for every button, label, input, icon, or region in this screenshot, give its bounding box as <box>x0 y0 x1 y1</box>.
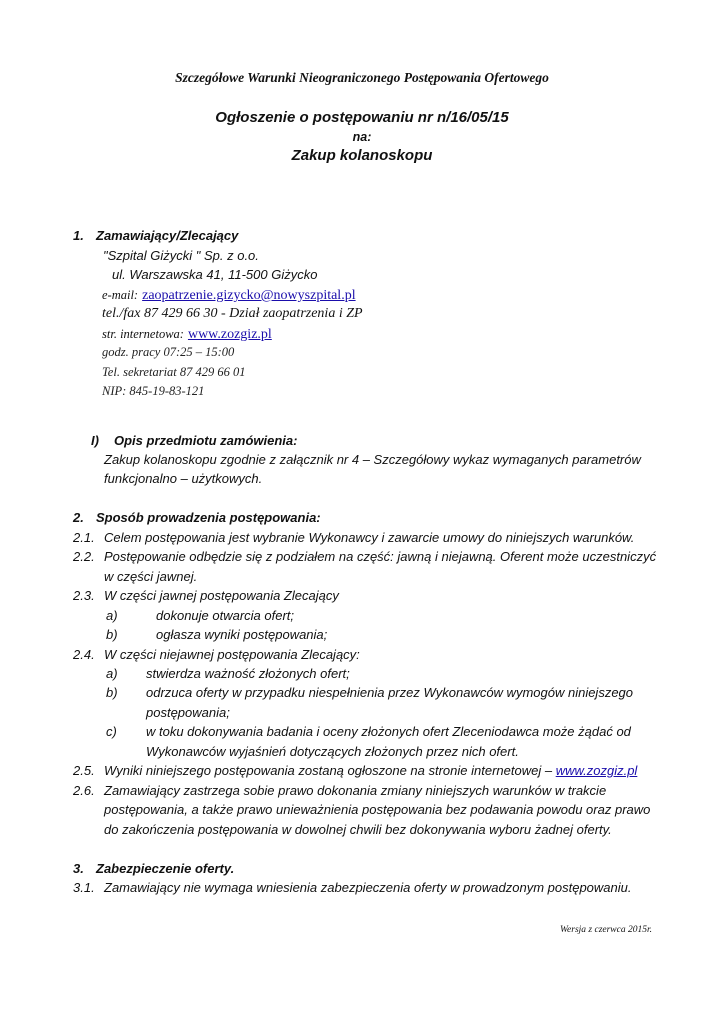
company-name: "Szpital Giżycki " Sp. z o.o. <box>103 248 259 263</box>
p24b-text-line2: postępowania; <box>146 705 230 720</box>
p26-number: 2.6. <box>73 783 95 798</box>
sectionI-line1: Zakup kolanoskopu zgodnie z załącznik nr 4 – Szczegółowy wykaz wymaganych parametrów <box>104 452 641 467</box>
p22-number: 2.2. <box>73 549 95 564</box>
p22-text-line1: Postępowanie odbędzie się z podziałem na część: jawną i niejawną. Oferent może uczestniczyć <box>104 549 657 564</box>
p26-text-line3: do zakończenia postępowania w dowolnej chwili bez dokonywania wyboru żadnej oferty. <box>104 822 612 837</box>
p23a-label: a) <box>106 608 118 623</box>
p26-text-line1: Zamawiający zastrzega sobie prawo dokonania zmiany niniejszych warunków w trakcie <box>104 783 607 798</box>
announcement-title <box>0 109 724 126</box>
announcement-number: n/16/05/15 <box>436 109 509 126</box>
p25-text-body: Wyniki niniejszego postępowania zostaną ogłoszone na stronie internetowej – <box>104 763 553 778</box>
p24a-text: stwierdza ważność złożonych ofert; <box>146 666 350 681</box>
office-hours: godz. pracy 07:25 – 15:00 <box>102 345 235 359</box>
website-link[interactable]: www.zozgiz.pl <box>187 327 272 342</box>
p23a-text: dokonuje otwarcia ofert; <box>156 608 295 623</box>
sectionI-line2: funkcjonalno – użytkowych. <box>104 471 263 486</box>
p23-number: 2.3. <box>73 588 95 603</box>
p24c-label: c) <box>106 724 117 739</box>
announcement-na: na: <box>352 130 372 144</box>
p23b-text: ogłasza wyniki postępowania; <box>156 627 328 642</box>
announcement-label: Ogłoszenie o postępowaniu nr <box>215 109 433 126</box>
p26-text-line2: postępowania, a także prawo unieważnienia postępowania bez podawania powodu oraz prawo <box>104 802 651 817</box>
company-address: ul. Warszawska 41, 11-500 Giżycko <box>112 267 318 282</box>
p24c-text-line1: w toku dokonywania badania i oceny złożonych ofert Zleceniodawca może żądać od <box>146 724 631 739</box>
p22-text-line2: w części jawnej. <box>104 569 198 584</box>
email-link[interactable]: zaopatrzenie.gizycko@nowyszpital.pl <box>142 288 356 303</box>
p24c-text-line2: Wykonawców wyjaśnień dotyczących złożonych przez nich ofert. <box>146 744 519 759</box>
p25-text <box>104 763 637 778</box>
p21-number: 2.1. <box>73 530 95 545</box>
telfax-line: tel./fax 87 429 66 30 - Dział zaopatrzenia i ZP <box>102 306 363 321</box>
p24b-label: b) <box>106 685 118 700</box>
p24b-text-line1: odrzuca oferty w przypadku niespełnienia przez Wykonawców wymogów niniejszego <box>146 685 634 700</box>
version-note: Wersja z czerwca 2015r. <box>559 925 652 935</box>
p25-website-link[interactable]: www.zozgiz.pl <box>555 763 638 778</box>
section3-number: 3. <box>73 861 84 876</box>
section3-title: Zabezpieczenie oferty. <box>96 861 235 876</box>
website-line <box>102 325 272 343</box>
p24-number: 2.4. <box>73 647 95 662</box>
website-label: str. internetowa: <box>102 327 184 341</box>
section1-title: Zamawiający/Zlecający <box>96 228 239 243</box>
nip-number: NIP: 845-19-83-121 <box>102 384 205 398</box>
section2-title: Sposób prowadzenia postępowania: <box>96 510 321 525</box>
email-label: e-mail: <box>102 288 139 302</box>
p23-text: W części jawnej postępowania Zlecający <box>104 588 339 603</box>
announcement-subject: Zakup kolanoskopu <box>291 147 433 164</box>
email-line <box>102 286 356 304</box>
sectionI-title: Opis przedmiotu zamówienia: <box>114 433 298 448</box>
p23b-label: b) <box>106 627 118 642</box>
secretariat-phone: Tel. sekretariat 87 429 66 01 <box>102 365 246 379</box>
sectionI-number: I) <box>91 433 99 448</box>
document-subtitle: Szczegółowe Warunki Nieograniczonego Postępowania Ofertowego <box>175 70 549 85</box>
p21-text: Celem postępowania jest wybranie Wykonawcy i zawarcie umowy do niniejszych warunków. <box>104 530 635 545</box>
p31-text: Zamawiający nie wymaga wniesienia zabezpieczenia oferty w prowadzonym postępowaniu. <box>104 880 632 895</box>
p31-number: 3.1. <box>73 880 95 895</box>
section2-number: 2. <box>73 510 84 525</box>
p24-text: W części niejawnej postępowania Zlecający: <box>104 647 360 662</box>
p24a-label: a) <box>106 666 118 681</box>
p25-number: 2.5. <box>73 763 95 778</box>
section1-number: 1. <box>73 228 84 243</box>
